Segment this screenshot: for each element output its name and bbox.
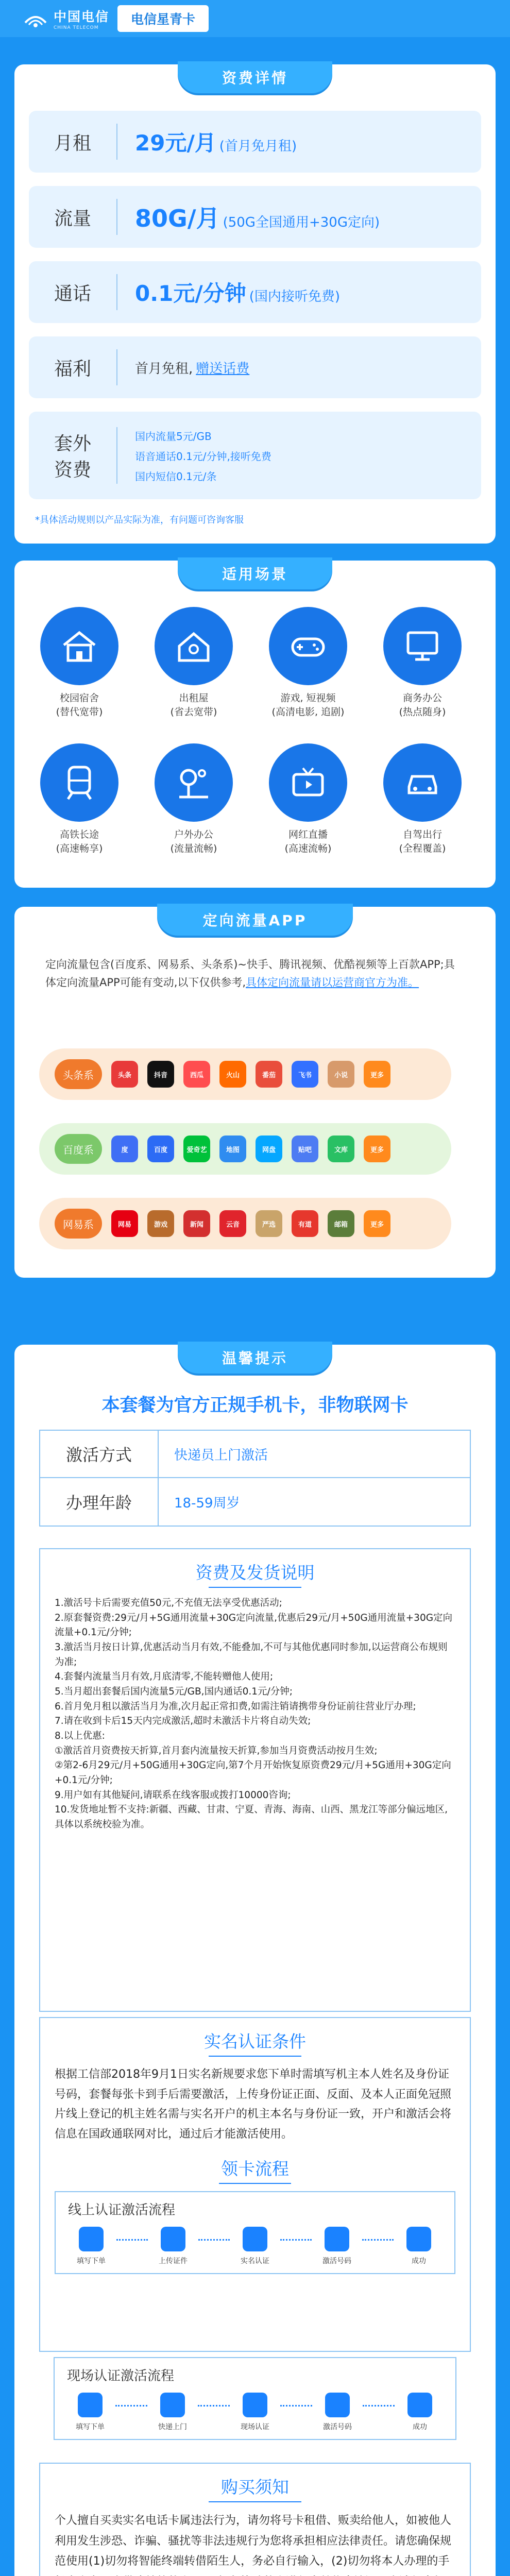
product-badge: 电信星青卡 bbox=[117, 5, 209, 32]
app-icon: 爱奇艺 bbox=[183, 1136, 210, 1162]
activate-icon bbox=[325, 2393, 350, 2417]
app-icon: 邮箱 bbox=[328, 1210, 354, 1237]
gamepad-icon bbox=[287, 625, 329, 667]
realname-title: 实名认证条件 bbox=[204, 2031, 306, 2052]
logo-en: CHINA TELECOM bbox=[54, 25, 99, 30]
online-flow: 线上认证激活流程 填写下单 上传证件 实名认证 激活号码 成功 bbox=[55, 2191, 455, 2274]
notice-title: 温馨提示 bbox=[178, 1342, 332, 1374]
fees-text: 1.激活号卡后需要充值50元,不充值无法享受优惠活动; 2.原套餐资费:29元/月+5G通用流量+30G定向流量,优惠后29元/月+50G通用流量+30G定向流量+0.1元/分钟; 3.激活当月按日计算,优惠活动当月有效,不能叠加,不可与其他优惠同时参加,以运营商公布规则为准; 4.套餐内流量当月有效,月底清零,不能转赠他人使用; 5.当月超出套餐后国内流量5元/GB,国内通话0.1元/分钟; 6.首月免月租以激活当月为准,次月起正常扣费,如需注销请携带身份证前往营业厅办理; 7.请在收到卡后15天内完成激活,超时未激活卡片将自动失效; 8.以上优惠: ①激活首月资费按天折算,首月套内流量按天折算,参加当月资费活动按月生效; ②第2-6月29元/月+50G通用+30G定向,第7个月开始恢复原资费29元/月+5G通用+30G定向+0.1元/分钟; 9.用户如有其他疑问,请联系在线客服或拨打10000咨询; 10.发货地址暂不支持:新疆、西藏、甘肃、宁夏、青海、海南、山西、黑龙江等部分偏远地区,具体以系统校验为准。 bbox=[55, 1598, 453, 1831]
app-icon: 新闻 bbox=[183, 1210, 210, 1237]
monitor-icon bbox=[402, 625, 443, 667]
app-icon: 网易 bbox=[111, 1210, 138, 1237]
app-icon: 度 bbox=[111, 1136, 138, 1162]
brand-logo bbox=[23, 7, 109, 30]
scene-item: 户外办公 (流量流畅) bbox=[147, 743, 240, 855]
app-icon: 云音 bbox=[219, 1210, 246, 1237]
delivery-icon bbox=[160, 2393, 185, 2417]
china-telecom-logo-icon bbox=[23, 8, 48, 29]
apps-title: 定向流量APP bbox=[157, 904, 353, 936]
package-row-data: 流量 80G/月 (50G全国通用+30G定向) bbox=[29, 186, 481, 248]
activate-icon bbox=[325, 2227, 349, 2251]
tree-icon bbox=[173, 762, 214, 803]
package-row-call: 通话 0.1元/分钟 (国内接听免费) bbox=[29, 261, 481, 323]
app-icon: 飞书 bbox=[292, 1061, 318, 1088]
success-icon bbox=[407, 2393, 432, 2417]
tv-icon bbox=[287, 762, 329, 803]
fees-title: 资费及发货说明 bbox=[195, 1563, 315, 1583]
scenes-title: 适用场景 bbox=[178, 557, 332, 589]
offline-box bbox=[39, 2357, 471, 2450]
scene-item: 校园宿舍 (替代宽带) bbox=[33, 607, 126, 719]
info-table: 激活方式 快递员上门激活 办理年龄 18-59周岁 bbox=[39, 1430, 471, 1527]
scenes-card bbox=[14, 561, 496, 888]
train-icon bbox=[59, 762, 100, 803]
gift-link[interactable]: 赠送话费 bbox=[196, 361, 250, 377]
app-band-toutiao: 头条系 头条 抖音 西瓜 火山 番茄 飞书 小说 更多 bbox=[39, 1048, 451, 1100]
buy-text: 个人擅自买卖实名电话卡属违法行为，请勿将号卡租借、贩卖给他人，如被他人利用发生涉恐、诈骗、骚扰等非法违规行为您将承担相应法律责任。请您确保规范使用(1)切勿将智能终端转借陌生人，务必自行输入，(2)切勿将本人办理的手 bbox=[55, 2514, 452, 2568]
app-icon: 贴吧 bbox=[292, 1136, 318, 1162]
app-icon: 头条 bbox=[111, 1061, 138, 1088]
app-icon: 西瓜 bbox=[183, 1061, 210, 1088]
app-icon: 文库 bbox=[328, 1136, 354, 1162]
realname-text: 根据工信部2018年9月1日实名新规要求您下单时需填写机主本人姓名及身份证号码，套餐每张卡到手后需要激活，上传身份证正面、反面、及本人正面免冠照片线上登记的机主姓名需与实名开户的机主本名与身份证一致，开户和激活会将信息在国政通联网对比，通过后才能激活使用。 bbox=[55, 2068, 452, 2141]
scene-item: 出租屋 (省去宽带) bbox=[147, 607, 240, 719]
notice-headline: 本套餐为官方正规手机卡，非物联网卡 bbox=[101, 1395, 409, 1416]
logo-cn: 中国电信 bbox=[54, 9, 110, 24]
more-icon[interactable]: 更多 bbox=[364, 1210, 390, 1237]
order-icon bbox=[78, 2393, 103, 2417]
school-icon bbox=[59, 625, 100, 667]
scene-item: 商务办公 (热点随身) bbox=[376, 607, 469, 719]
more-icon[interactable]: 更多 bbox=[364, 1061, 390, 1088]
house-icon bbox=[173, 625, 214, 667]
success-icon bbox=[406, 2227, 431, 2251]
notice-card bbox=[14, 1345, 496, 2576]
app-icon: 小说 bbox=[328, 1061, 354, 1088]
package-title: 资费详情 bbox=[178, 61, 332, 93]
offline-flow: 现场认证激活流程 填写下单 快递上门 现场认证 激活号码 成功 bbox=[54, 2357, 456, 2440]
realname-box bbox=[39, 2017, 471, 2352]
package-row-benefit: 福利 首月免租, 赠送话费 bbox=[29, 336, 481, 398]
package-row-extra: 套外资费 国内流量5元/GB 语音通话0.1元/分钟,接听免费 国内短信0.1元/条 bbox=[29, 412, 481, 499]
order-icon bbox=[79, 2227, 104, 2251]
car-icon bbox=[402, 762, 443, 803]
upload-icon bbox=[161, 2227, 185, 2251]
app-icon: 番茄 bbox=[256, 1061, 282, 1088]
flow-title: 领卡流程 bbox=[221, 2159, 289, 2179]
more-icon[interactable]: 更多 bbox=[364, 1136, 390, 1162]
scene-item: 游戏, 短视频 (高清电影, 追剧) bbox=[262, 607, 354, 719]
scene-item: 网红直播 (高速流畅) bbox=[262, 743, 354, 855]
app-icon: 百度 bbox=[147, 1136, 174, 1162]
app-icon: 抖音 bbox=[147, 1061, 174, 1088]
apps-intro: 定向流量包含(百度系、网易系、头条系)~快手、腾讯视频、优酷视频等上百款APP;具体定向流量APP可能有变动,以下仅供参考,具体定向流量请以运营商官方为准。 bbox=[45, 958, 455, 989]
app-icon: 有道 bbox=[292, 1210, 318, 1237]
scene-item: 高铁长途 (高速畅享) bbox=[33, 743, 126, 855]
buy-box bbox=[39, 2463, 471, 2576]
app-icon: 游戏 bbox=[147, 1210, 174, 1237]
app-icon: 火山 bbox=[219, 1061, 246, 1088]
fees-box bbox=[39, 1548, 471, 2012]
scene-item: 自驾出行 (全程覆盖) bbox=[376, 743, 469, 855]
verify-icon bbox=[243, 2227, 267, 2251]
package-card bbox=[14, 64, 496, 544]
package-row-rent: 月租 29元/月 (首月免月租) bbox=[29, 111, 481, 173]
app-icon: 网盘 bbox=[256, 1136, 282, 1162]
buy-title: 购买须知 bbox=[221, 2477, 289, 2497]
app-icon: 严选 bbox=[256, 1210, 282, 1237]
app-band-baidu: 百度系 度 百度 爱奇艺 地图 网盘 贴吧 文库 更多 bbox=[39, 1123, 451, 1175]
top-bar bbox=[0, 0, 510, 37]
verify-icon bbox=[243, 2393, 267, 2417]
package-footnote: *具体活动规则以产品实际为准，有问题可咨询客服 bbox=[35, 515, 244, 526]
app-band-netease: 网易系 网易 游戏 新闻 云音 严选 有道 邮箱 更多 bbox=[39, 1198, 451, 1249]
apps-card bbox=[14, 907, 496, 1278]
app-icon: 地图 bbox=[219, 1136, 246, 1162]
